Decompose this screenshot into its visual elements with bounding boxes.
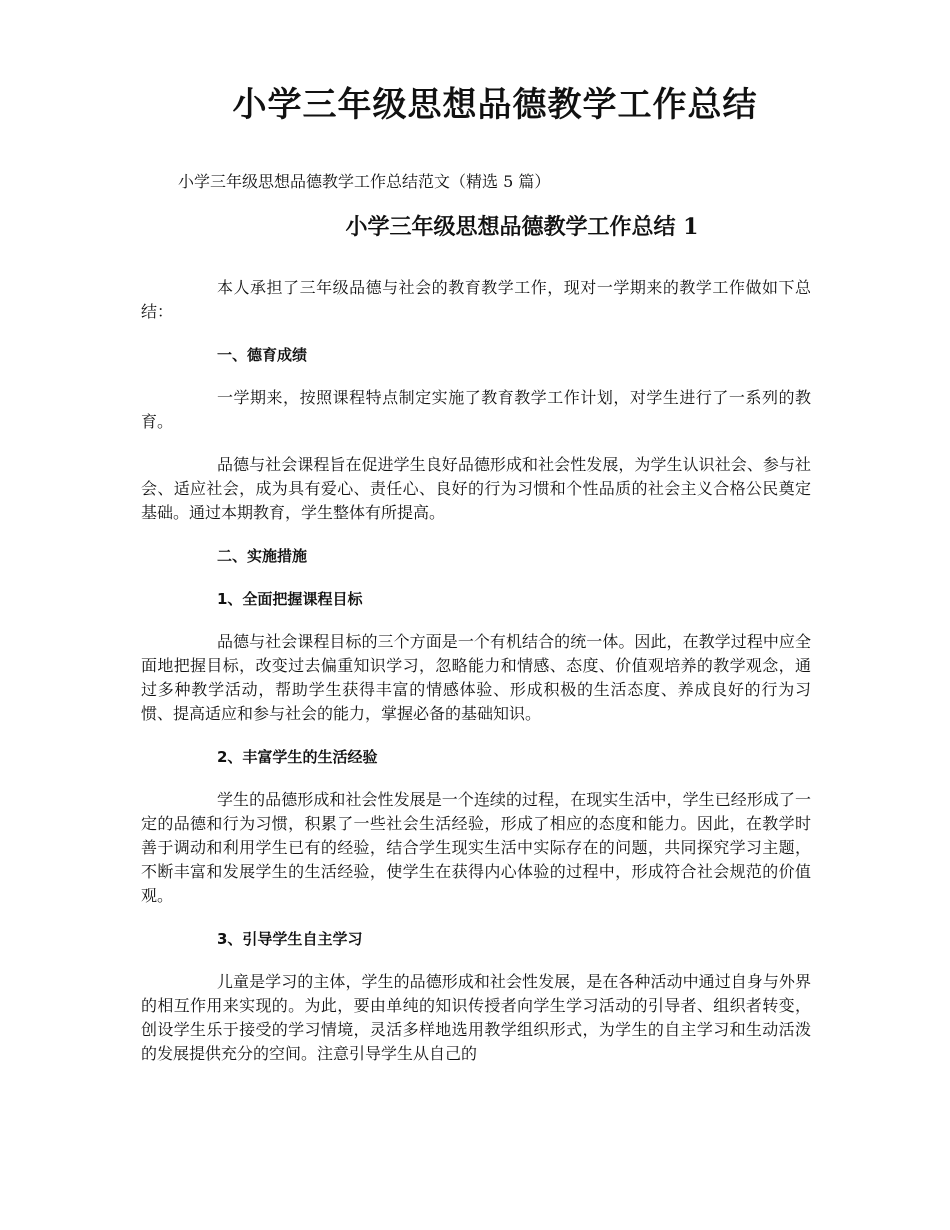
section-title: 小学三年级思想品德教学工作总结 1 [345,214,699,240]
document-body [141,276,811,1085]
section-heading: 3、引导学生自主学习 [217,930,363,948]
body-paragraph: 品德与社会课程旨在促进学生良好品德形成和社会性发展，为学生认识社会、参与社会、适应社会，成为具有爱心、责任心、良好的行为习惯和个性品质的社会主义合格公民奠定基础。通过本期教育，学生整体有所提高。 [141,455,811,522]
body-paragraph: 学生的品德形成和社会性发展是一个连续的过程，在现实生活中，学生已经形成了一定的品德和行为习惯，积累了一些社会生活经验，形成了相应的态度和能力。因此，在教学时善于调动和利用学生已有的经验，结合学生现实生活中实际存在的问题，共同探究学习主题，不断丰富和发展学生的生活经验，使学生在获得内心体验的过程中，形成符合社会规范的价值观。 [141,790,811,905]
body-paragraph: 品德与社会课程目标的三个方面是一个有机结合的统一体。因此，在教学过程中应全面地把握目标，改变过去偏重知识学习，忽略能力和情感、态度、价值观培养的教学观念，通过多种教学活动，帮助学生获得丰富的情感体验、形成积极的生活态度、养成良好的行为习惯、提高适应和参与社会的能力，掌握必备的基础知识。 [141,632,811,723]
body-paragraph: 本人承担了三年级品德与社会的教育教学工作，现对一学期来的教学工作做如下总结： [141,278,811,321]
body-paragraph: 一学期来，按照课程特点制定实施了教育教学工作计划，对学生进行了一系列的教育。 [141,388,811,431]
body-paragraph: 儿童是学习的主体，学生的品德形成和社会性发展，是在各种活动中通过自身与外界的相互作用来实现的。为此，要由单纯的知识传授者向学生学习活动的引导者、组织者转变，创设学生乐于接受的学习情境，灵活多样地选用教学组织形式，为学生的自主学习和生动活泼的发展提供充分的空间。注意引导学生从自己的 [141,972,811,1063]
section-heading: 二、实施措施 [217,547,308,565]
document-subtitle: 小学三年级思想品德教学工作总结范文（精选 5 篇） [178,172,551,191]
section-heading: 1、全面把握课程目标 [217,590,363,608]
document-title: 小学三年级思想品德教学工作总结 [232,85,758,125]
section-heading: 一、德育成绩 [217,346,308,364]
section-heading: 2、丰富学生的生活经验 [217,748,378,766]
